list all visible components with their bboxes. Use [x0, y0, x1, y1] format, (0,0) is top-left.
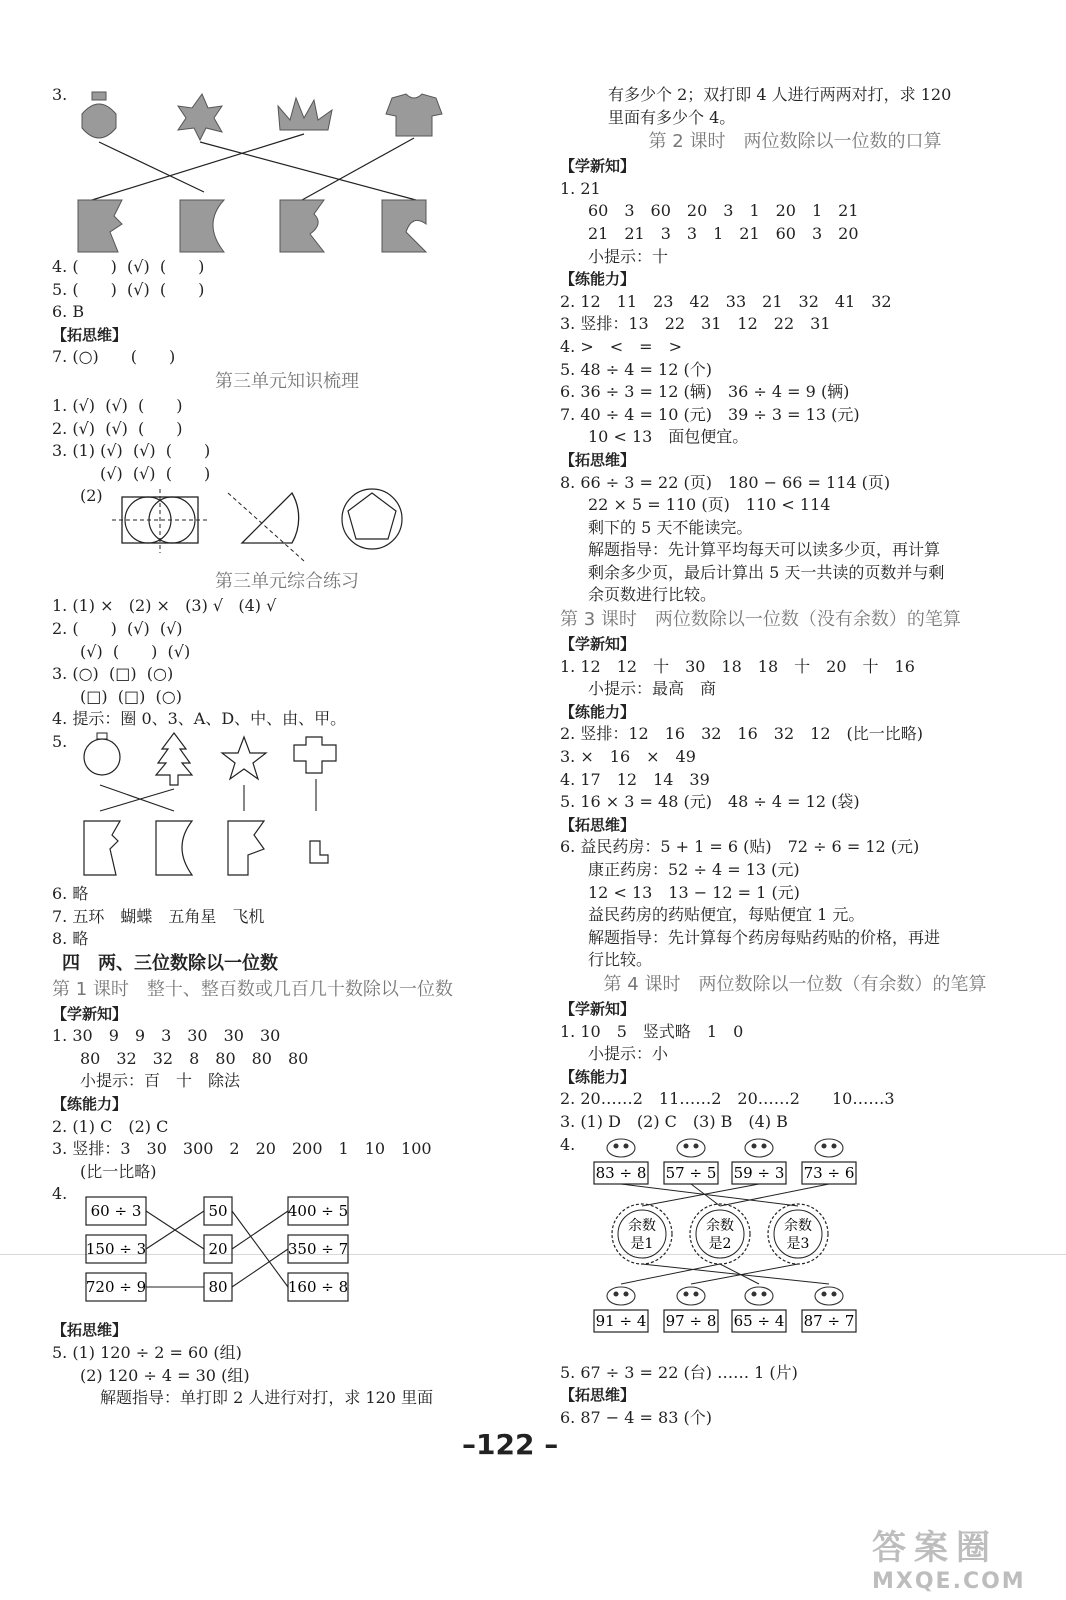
- box-right-2: 350 ÷ 7: [287, 1240, 349, 1259]
- circle-1-line1: 余数: [628, 1217, 656, 1234]
- practice-q3a: 3. (○) (□) (○): [52, 664, 174, 684]
- box-left-3: 720 ÷ 9: [85, 1278, 147, 1297]
- star-outline-icon: [222, 737, 266, 779]
- box-right-3: 160 ÷ 8: [287, 1278, 349, 1297]
- flower-shape-icon: [178, 94, 222, 140]
- heading-lesson1: 第 1 课时 整十、整百数或几百几十数除以一位数: [52, 978, 453, 1000]
- practice-q7: 7. 五环 蝴蝶 五角星 飞机: [52, 906, 265, 926]
- section-tuosiwei-5: 【拓思维】: [560, 1386, 636, 1405]
- left-expression-boxes: [86, 1197, 146, 1301]
- practice-q3b: (□) (□) (○): [80, 686, 182, 706]
- practice-q1: 1. (1) × (2) × (3) √ (4) √: [52, 596, 277, 616]
- remainder-match-diagram: [560, 1134, 980, 1362]
- answer-q6: 6. B: [52, 302, 85, 322]
- figure-remainder-match: [560, 1134, 1030, 1362]
- practice-q5: 5.: [52, 731, 68, 751]
- box-mid-3: 80: [208, 1278, 228, 1297]
- top-box-1: 83 ÷ 8: [595, 1163, 647, 1182]
- lesson2-q1-hint: 小提示：十: [588, 246, 669, 266]
- lesson3-q1: 1. 12 12 十 30 18 18 十 20 十 16: [560, 656, 915, 676]
- right-column: [560, 84, 1030, 1429]
- lesson1-q1a: 1. 30 9 9 3 30 30 30: [52, 1026, 281, 1046]
- answer-q5: 5. ( ) (√) ( ): [52, 279, 205, 299]
- lesson3-q6-line2: 康正药房：52 ÷ 4 = 13 (元): [588, 860, 800, 879]
- lesson3-q6-guide2: 行比较。: [588, 950, 653, 970]
- division-match-diagram: [52, 1183, 472, 1319]
- lesson1-q3-note: (比一比略): [80, 1161, 157, 1181]
- section-tuosiwei-4: 【拓思维】: [560, 815, 636, 834]
- practice-q8: 8. 略: [52, 929, 89, 949]
- lesson3-q6-line4: 益民药房的药贴便宜，每贴便宜 1 元。: [588, 905, 865, 925]
- lesson1-q1b: 80 32 32 8 80 80 80: [80, 1048, 309, 1068]
- practice-q4: 4. 提示：圈 0、3、A、D、中、由、甲。: [52, 709, 347, 729]
- remainder-circles: [612, 1204, 828, 1264]
- review-q3b: (√) (√) ( ): [100, 463, 211, 483]
- lesson2-q1-row2: 21 21 3 3 1 21 60 3 20: [588, 223, 859, 243]
- symmetry-shapes-diagram: [52, 485, 472, 569]
- bottom-box-3: 65 ÷ 4: [733, 1311, 785, 1330]
- heading-lesson2: 第 2 课时 两位数除以一位数的口算: [648, 131, 942, 153]
- broken-square-4-icon: [382, 200, 426, 252]
- lesson2-q8-line2: 22 × 5 = 110 (页) 110 < 114: [588, 495, 831, 515]
- right-expression-boxes: [288, 1197, 348, 1301]
- lesson2-q2: 2. 12 11 23 42 33 21 32 41 32: [560, 291, 892, 311]
- circle-2-line1: 余数: [706, 1217, 734, 1234]
- bottom-box-2: 97 ÷ 8: [665, 1311, 717, 1330]
- broken-outline-4-icon: [310, 841, 328, 863]
- lesson2-q8-guide1: 解题指导：先计算平均每天可以读多少页，再计算: [588, 540, 941, 560]
- lesson1-q2: 2. (1) C (2) C: [52, 1116, 169, 1136]
- cross-outline-icon: [294, 737, 336, 773]
- lesson2-q8-line3: 剩下的 5 天不能读完。: [588, 517, 753, 537]
- lesson3-q1-hint: 小提示：最高 商: [588, 679, 717, 699]
- practice-q6: 6. 略: [52, 883, 89, 903]
- lesson2-q7-conclusion: 10 < 13 面包便宜。: [588, 427, 749, 447]
- tree-outline-icon: [156, 733, 192, 785]
- section-tuosiwei-3: 【拓思维】: [560, 450, 636, 469]
- lesson4-q5: 5. 67 ÷ 3 = 22 (台) …… 1 (片): [560, 1362, 798, 1382]
- grass-shape-icon: [278, 98, 332, 130]
- heading-unit3-practice: 第三单元综合练习: [215, 571, 359, 593]
- section-xuexinzhi-3: 【学新知】: [560, 635, 636, 654]
- section-xuexinzhi: 【学新知】: [52, 1004, 128, 1023]
- lesson3-q3: 3. × 16 × 49: [560, 747, 696, 767]
- figure-division-match: [52, 1183, 522, 1319]
- section-liannengli-2: 【练能力】: [560, 270, 636, 289]
- section-tuosiwei: 【拓思维】: [52, 325, 128, 344]
- circle-2-line2: 是2: [708, 1235, 732, 1252]
- section-liannengli-3: 【练能力】: [560, 702, 636, 721]
- circle-1-line2: 是1: [630, 1235, 654, 1252]
- section-xuexinzhi-4: 【学新知】: [560, 999, 636, 1018]
- left-column: [52, 84, 522, 1410]
- box-left-2: 150 ÷ 3: [85, 1240, 147, 1259]
- section-liannengli: 【练能力】: [52, 1095, 128, 1114]
- figure-match-silhouettes: [52, 84, 522, 256]
- bottom-box-1: 91 ÷ 4: [595, 1311, 647, 1330]
- lesson3-q5: 5. 16 × 3 = 48 (元) 48 ÷ 4 = 12 (袋): [560, 792, 860, 812]
- lesson1-q1-hint: 小提示：百 十 除法: [80, 1071, 241, 1091]
- box-right-1: 400 ÷ 5: [287, 1202, 349, 1221]
- lesson1-q3: 3. 竖排：3 30 300 2 20 200 1 10 100: [52, 1139, 432, 1159]
- q3-number: 3.: [52, 85, 68, 104]
- broken-outline-1-icon: [84, 821, 120, 875]
- lesson1-q5b: (2) 120 ÷ 4 = 30 (组): [80, 1365, 250, 1385]
- review-q3a: 3. (1) (√) (√) ( ): [52, 441, 211, 461]
- review-q1: 1. (√) (√) ( ): [52, 395, 183, 415]
- broken-outline-2-icon: [156, 821, 192, 875]
- lesson4-q2: 2. 20……2 11……2 20……2 10……3: [560, 1089, 895, 1109]
- middle-result-boxes: [204, 1197, 232, 1301]
- lesson4-q4: 4.: [560, 1134, 576, 1154]
- bug-icons-top: [607, 1139, 843, 1157]
- circle-3-line2: 是3: [786, 1235, 810, 1252]
- watermark-top: 答案圈: [872, 1528, 998, 1568]
- top-box-3: 59 ÷ 3: [733, 1163, 785, 1182]
- silhouette-match-diagram: [52, 84, 472, 256]
- page-number: –122 –: [462, 1428, 559, 1461]
- lesson3-q6-line3: 12 < 13 13 − 12 = 1 (元): [588, 882, 800, 902]
- heading-lesson3: 第 3 课时 两位数除以一位数（没有余数）的笔算: [560, 609, 961, 631]
- lesson3-q2: 2. 竖排：12 16 32 16 32 12 (比一比略): [560, 724, 923, 744]
- shirt-shape-icon: [386, 94, 442, 136]
- watermark-bottom: MXQE.COM: [872, 1569, 1026, 1594]
- figure-symmetry-axes: [52, 485, 522, 569]
- figure-outline-match: [52, 731, 522, 883]
- answer-q7: 7. (○) ( ): [52, 347, 176, 367]
- lesson2-q3: 3. 竖排：13 22 31 12 22 31: [560, 314, 831, 334]
- bottom-box-4: 87 ÷ 7: [803, 1311, 855, 1330]
- lesson4-q3: 3. (1) D (2) C (3) B (4) B: [560, 1111, 788, 1131]
- top-box-4: 73 ÷ 6: [803, 1163, 855, 1182]
- lesson1-q5-guide: 解题指导：单打即 2 人进行对打，求 120 里面: [100, 1388, 434, 1408]
- practice-q2b: (√) ( ) (√): [80, 641, 191, 661]
- lesson2-q1: 1. 21: [560, 178, 601, 198]
- bug-icons-bottom: [607, 1287, 843, 1305]
- lesson2-q6: 6. 36 ÷ 3 = 12 (辆) 36 ÷ 4 = 9 (辆): [560, 382, 850, 402]
- lesson2-q4: 4. > < = >: [560, 336, 682, 356]
- lesson2-q8-guide3: 余页数进行比较。: [588, 585, 717, 605]
- broken-square-2-icon: [180, 200, 224, 252]
- broken-square-3-icon: [280, 200, 324, 252]
- top-box-2: 57 ÷ 5: [665, 1163, 717, 1182]
- lesson2-q5: 5. 48 ÷ 4 = 12 (个): [560, 359, 712, 379]
- practice-q2a: 2. ( ) (√) (√): [52, 618, 183, 638]
- broken-square-1-icon: [78, 200, 122, 252]
- lesson1-q4: 4.: [52, 1184, 68, 1204]
- lesson4-q1: 1. 10 5 竖式略 1 0: [560, 1021, 744, 1041]
- outline-match-diagram: [52, 731, 472, 883]
- lesson2-q8-guide2: 剩余多少页，最后计算出 5 天一共读的页数并与剩: [588, 562, 945, 582]
- box-mid-2: 20: [208, 1240, 228, 1259]
- lesson3-q6-guide1: 解题指导：先计算每个药房每贴药贴的价格，再进: [588, 927, 941, 947]
- heading-unit4: 四 两、三位数除以一位数: [62, 952, 278, 974]
- lesson2-q8: 8. 66 ÷ 3 = 22 (页) 180 − 66 = 114 (页): [560, 472, 891, 492]
- heading-lesson4: 第 4 课时 两位数除以一位数（有余数）的笔算: [603, 973, 987, 995]
- lesson4-q6: 6. 87 − 4 = 83 (个): [560, 1407, 712, 1427]
- section-liannengli-4: 【练能力】: [560, 1067, 636, 1086]
- lantern-shape-icon: [82, 92, 116, 138]
- heading-unit3-review: 第三单元知识梳理: [215, 370, 359, 392]
- section-xuexinzhi-2: 【学新知】: [560, 157, 636, 176]
- answer-q4: 4. ( ) (√) ( ): [52, 257, 205, 276]
- lesson2-q7: 7. 40 ÷ 4 = 10 (元) 39 ÷ 3 = 13 (元): [560, 404, 860, 424]
- circle-3-line1: 余数: [784, 1217, 812, 1234]
- box-left-1: 60 ÷ 3: [90, 1202, 142, 1221]
- box-mid-1: 50: [208, 1202, 228, 1221]
- lesson3-q6: 6. 益民药房：5 + 1 = 6 (贴) 72 ÷ 6 = 12 (元): [560, 837, 920, 857]
- guide-continued-2: 里面有多少个 4。: [608, 107, 736, 127]
- watermark-logo: [872, 1520, 1026, 1594]
- section-tuosiwei-2: 【拓思维】: [52, 1321, 128, 1340]
- lesson2-q1-row1: 60 3 60 20 3 1 20 1 21: [588, 201, 859, 221]
- ornament-outline-icon: [84, 733, 120, 775]
- lesson3-q4: 4. 17 12 14 39: [560, 769, 710, 789]
- lesson1-q5a: 5. (1) 120 ÷ 2 = 60 (组): [52, 1343, 242, 1363]
- review-q3c: (2): [80, 486, 103, 506]
- guide-continued-1: 有多少个 2；双打即 4 人进行两两对打，求 120: [608, 85, 952, 104]
- lesson4-q1-hint: 小提示：小: [588, 1044, 669, 1064]
- broken-outline-3-icon: [228, 821, 264, 875]
- review-q2: 2. (√) (√) ( ): [52, 418, 183, 438]
